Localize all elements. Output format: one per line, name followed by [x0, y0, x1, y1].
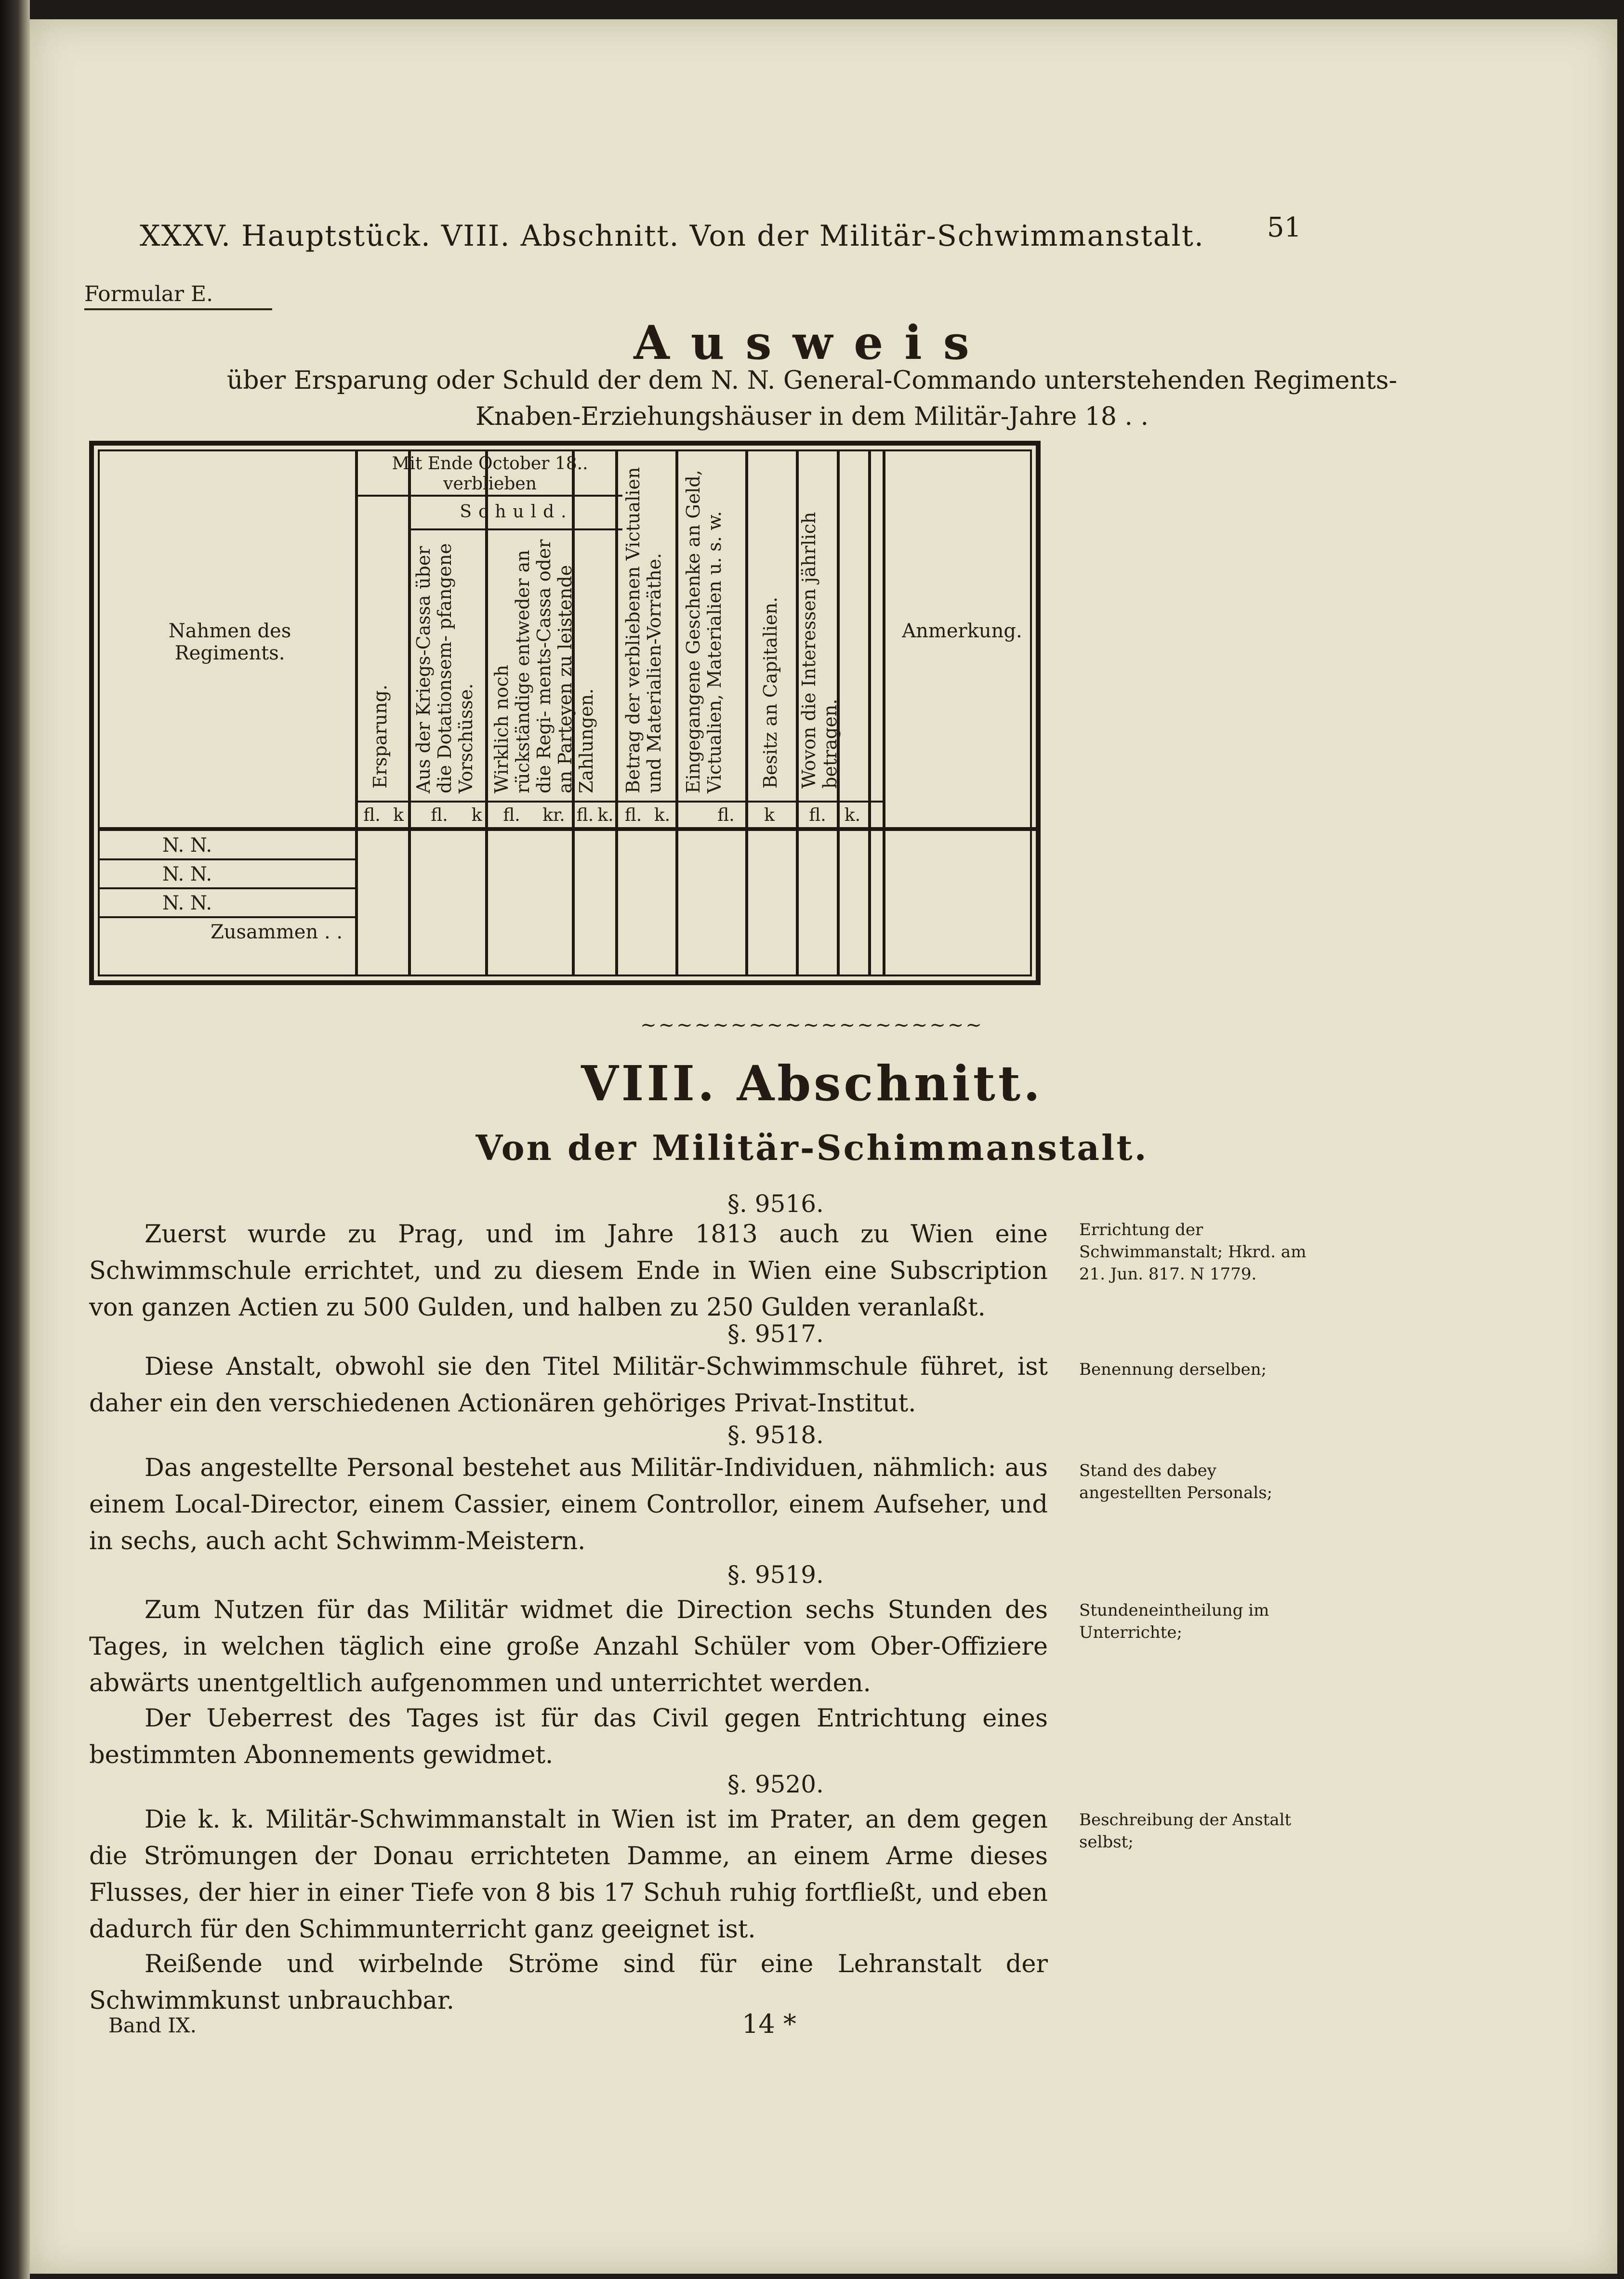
paragraph-number: §. 9518.: [727, 1421, 824, 1449]
col-group-header: Mit Ende October 18.. verblieben: [392, 454, 588, 494]
unit-label: fl.: [363, 805, 381, 825]
margin-note: Errichtung der Schwimmanstalt; Hkrd. am 21. Jun. 817. N 1779.: [1079, 1220, 1307, 1284]
table-rule: [100, 827, 1039, 831]
section-title: VIII. Abschnitt.: [581, 1055, 1043, 1112]
col-header-geschenke: Eingegangene Geschenke an Geld, Victualien, Materialien u. s. w.: [683, 470, 725, 793]
paragraph-text: Die k. k. Militär-Schwimmanstalt in Wien ist im Prater, an dem gegen die Strömungen der Donau errichteten Damme, an einem Arme dieses Flusses, der hier in einer Tiefe von 8 bis 17 Schuh ruhig fortfließt, und eben dadurch für den Schimmunterricht ganz geeignet ist.: [89, 1805, 1048, 1944]
margin-note: Stundeneintheilung im Unterrichte;: [1079, 1601, 1269, 1642]
paragraph-number: §. 9519.: [727, 1561, 824, 1589]
running-head: XXXV. Hauptstück. VIII. Abschnitt. Von der Militär-Schwimmanstalt.: [140, 219, 1204, 253]
paragraph-number: §. 9520.: [727, 1770, 824, 1798]
section-ornament: ~~~~~~~~~~~~~~~~~~~: [640, 1014, 984, 1036]
unit-label: fl.: [809, 805, 826, 825]
col-header-interessen: Wovon die Interessen jährlich betragen.: [798, 512, 841, 789]
table-rule: [100, 887, 355, 889]
col-header-name: Nahmen des Regiments.: [168, 620, 291, 664]
unit-label: k: [471, 805, 482, 825]
table-row-label: N. N.: [162, 863, 212, 885]
unit-label: k.: [844, 805, 861, 825]
table-total-label: Zusammen . .: [211, 921, 343, 943]
unit-label: k: [393, 805, 404, 825]
unit-label: fl.: [717, 805, 735, 825]
paragraph-text: Diese Anstalt, obwohl sie den Titel Militär-Schwimmschule führet, ist daher ein den verschiedenen Actionären gehöriges Privat-Institut.: [89, 1353, 1048, 1418]
col-header-anmerkung: Anmerkung.: [902, 620, 1022, 642]
form-title: Ausweis: [634, 316, 990, 370]
unit-label: k: [764, 805, 775, 825]
table-row-label: N. N.: [162, 834, 212, 856]
margin-note: Beschreibung der Anstalt selbst;: [1079, 1810, 1292, 1852]
paragraph-text: Der Ueberrest des Tages ist für das Civil gegen Entrichtung eines bestimmten Abonnements gewidmet.: [89, 1704, 1048, 1769]
formular-label: Formular E.: [84, 282, 213, 306]
col-header-rueckstaendig: Wirklich noch rückständige entweder an die Regi- ments-Cassa oder an Parteyen zu leistende Zahlungen.: [491, 539, 597, 793]
section-subtitle: Von der Militär-Schimmanstalt.: [475, 1127, 1149, 1168]
col-header-kriegscassa: Aus der Kriegs-Cassa über die Dotationsem- pfangene Vorschüsse.: [413, 543, 476, 793]
table-rule: [355, 495, 622, 497]
table-inner-frame: [98, 449, 1032, 976]
col-header-ersparung: Ersparung.: [370, 685, 391, 789]
table-rule: [408, 528, 622, 530]
unit-label: fl.: [431, 805, 448, 825]
schuld-header: Schuld.: [460, 502, 573, 522]
table-divider: [883, 451, 885, 975]
col-header-capitalien: Besitz an Capitalien.: [760, 596, 781, 789]
paragraph-number: §. 9516.: [727, 1190, 824, 1218]
paragraph-text: Zum Nutzen für das Militär widmet die Direction sechs Stunden des Tages, in welchen täglich eine große Anzahl Schüler vom Ober-Offiziere abwärts unentgeltlich aufgenommen und unterrichtet werden.: [89, 1596, 1048, 1698]
table-rule: [100, 916, 355, 918]
table-divider: [745, 451, 748, 975]
form-subtitle-line2: Knaben-Erziehungshäuser in dem Militär-Jahre 18 . .: [475, 402, 1149, 431]
unit-label: fl.: [503, 805, 520, 825]
paragraph-text: Reißende und wirbelnde Ströme sind für eine Lehranstalt der Schwimmkunst unbrauchbar.: [89, 1950, 1048, 2015]
paragraph-text: Das angestellte Personal bestehet aus Militär-Individuen, nähmlich: aus einem Local-Director, einem Cassier, einem Controllor, einem Aufseher, und in sechs, auch acht Schwimm-Meistern.: [89, 1454, 1048, 1555]
table-rule: [355, 801, 883, 803]
signature-mark: 14 *: [742, 2009, 796, 2039]
unit-label: fl.: [576, 805, 594, 825]
unit-label: k.: [654, 805, 671, 825]
table-rule: [100, 858, 355, 860]
formular-underline: [84, 308, 272, 310]
table-row-label: N. N.: [162, 892, 212, 914]
form-subtitle-line1: über Ersparung oder Schuld der dem N. N. General-Commando unterstehenden Regiments-: [226, 366, 1398, 395]
margin-note: Stand des dabey angestellten Personals;: [1079, 1461, 1273, 1502]
col-header-victualien: Betrag der verbliebenen Victualien und Materialien-Vorräthe.: [622, 467, 665, 793]
margin-note: Benennung derselben;: [1079, 1360, 1267, 1379]
ausweis-table: [89, 441, 1041, 985]
unit-label: kr.: [542, 805, 565, 825]
volume-footer: Band IX.: [108, 2014, 197, 2037]
paragraph-text: Zuerst wurde zu Prag, und im Jahre 1813 auch zu Wien eine Schwimmschule errichtet, und zu diesem Ende in Wien eine Subscription von ganzen Actien zu 500 Gulden, und halben zu 250 Gulden veranlaßt.: [89, 1220, 1048, 1322]
table-divider: [355, 451, 358, 975]
page-number: 51: [1267, 212, 1302, 243]
unit-label: k.: [597, 805, 614, 825]
table-divider: [868, 451, 871, 975]
paragraph-number: §. 9517.: [727, 1320, 824, 1348]
unit-label: fl.: [624, 805, 642, 825]
table-divider: [675, 451, 678, 975]
